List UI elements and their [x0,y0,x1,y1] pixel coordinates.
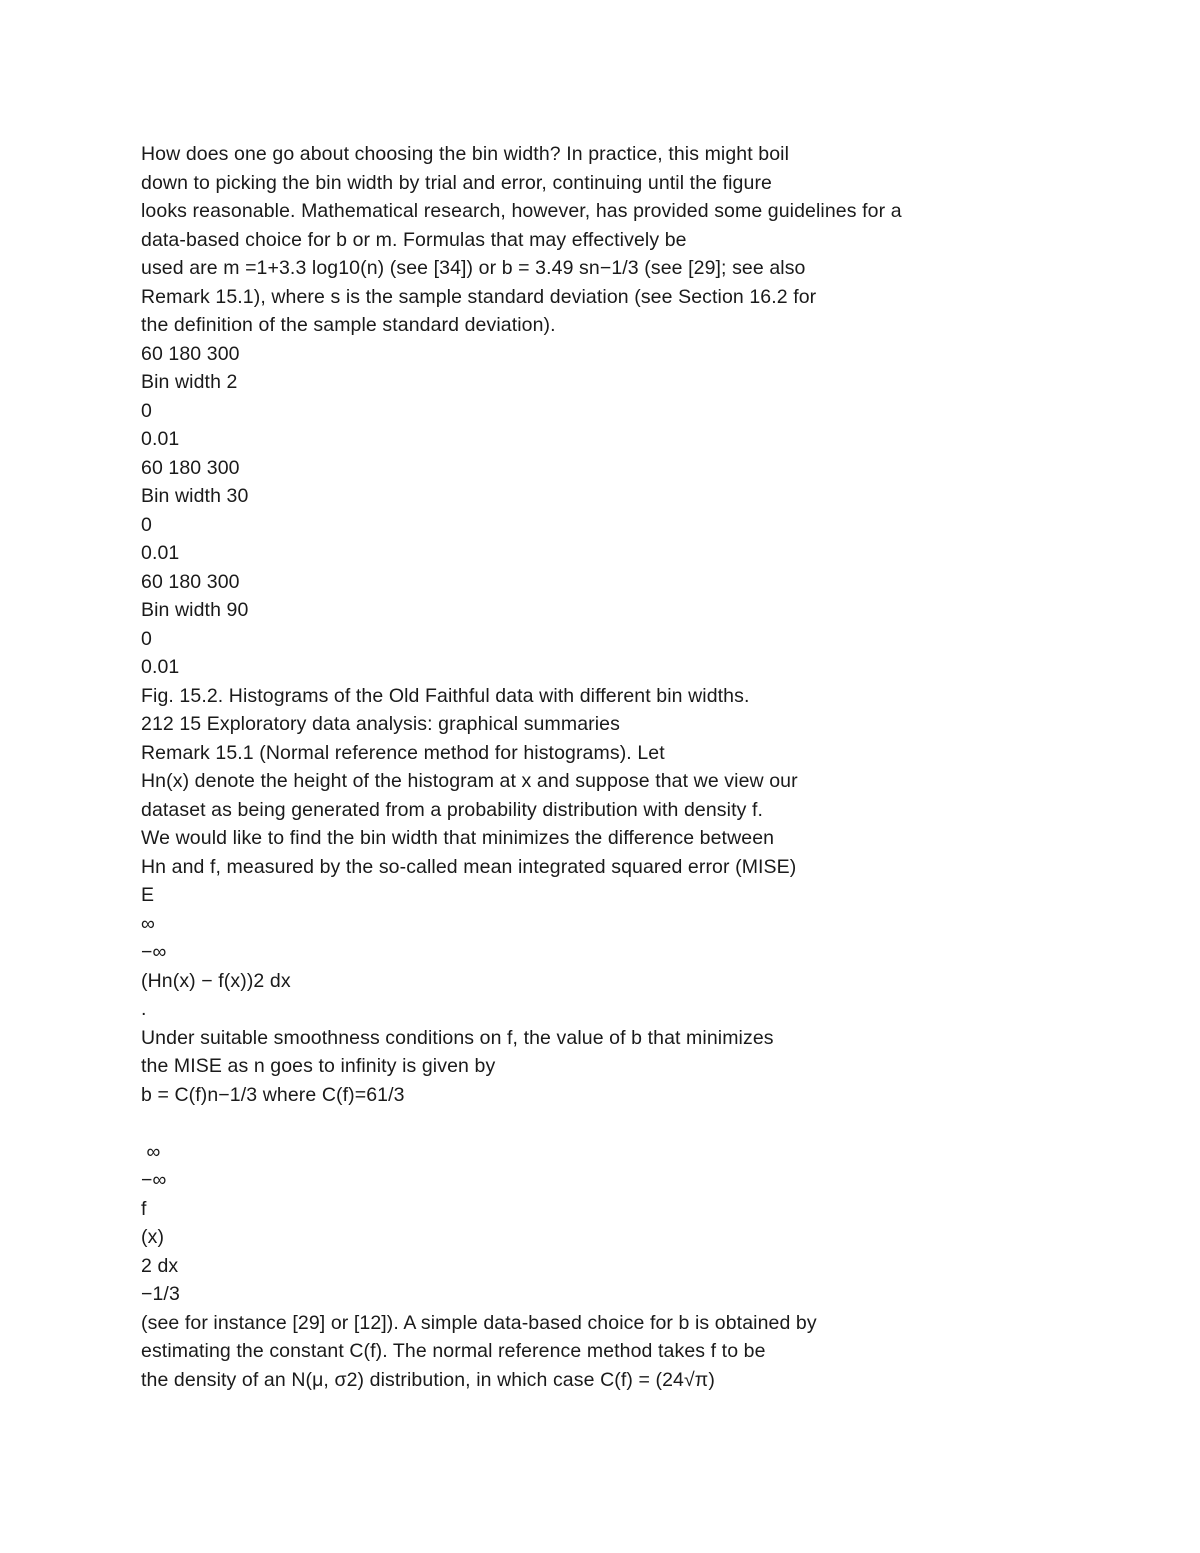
text-line: 212 15 Exploratory data analysis: graphical summaries [141,713,620,735]
text-line: Hn(x) denote the height of the histogram at x and suppose that we view our [141,770,798,792]
text-line: 0.01 [141,428,180,450]
body-text [141,140,1151,1394]
text-line: down to picking the bin width by trial and error, continuing until the figure [141,171,772,194]
text-line: (see for instance [29] or [12]). A simple data-based choice for b is obtained by [141,1311,817,1334]
text-line: Hn and f, measured by the so-called mean integrated squared error (MISE) [141,855,797,878]
text-line: 60 180 300 [141,456,240,479]
text-line: 0 [141,627,152,650]
text-line: Bin width 2 [141,371,238,393]
text-line: ∞ [141,912,156,935]
text-line: used are m =1+3.3 log10(n) (see [34]) or b = 3.49 sn−1/3 (see [29]; see also [141,257,806,279]
text-line: How does one go about choosing the bin width? In practice, this might boil [141,143,790,165]
text-line: (Hn(x) − f(x))2 dx [141,969,291,992]
text-line: 60 180 300 [141,570,240,593]
text-line: 0 [141,399,152,422]
text-line: 0.01 [141,542,180,564]
text-line: the definition of the sample standard deviation). [141,314,556,336]
text-line: b = C(f)n−1/3 where C(f)=61/3 [141,1083,405,1106]
text-line: Remark 15.1 (Normal reference method for histograms). Let [141,741,665,764]
text-line: . [141,998,147,1020]
text-line: dataset as being generated from a probability distribution with density f. [141,798,764,821]
text-line: 0.01 [141,656,180,678]
text-line [141,1109,1151,1138]
text-line: 2 dx [141,1254,179,1277]
text-line: ∞ [141,1140,161,1163]
text-line: Fig. 15.2. Histograms of the Old Faithful data with different bin widths. [141,684,750,707]
text-line: −1/3 [141,1283,180,1305]
text-line: 60 180 300 [141,342,240,365]
text-line: the MISE as n goes to infinity is given by [141,1055,496,1077]
text-line: f [141,1197,147,1220]
text-line: −∞ [141,941,167,963]
text-line: Bin width 90 [141,599,249,621]
text-line: data-based choice for b or m. Formulas that may effectively be [141,228,687,251]
text-line: 0 [141,513,152,536]
text-line: −∞ [141,1169,167,1191]
text-line: Remark 15.1), where s is the sample standard deviation (see Section 16.2 for [141,285,817,308]
text-line: (x) [141,1226,165,1248]
text-line: We would like to find the bin width that minimizes the difference between [141,827,775,849]
text-line: the density of an N(μ, σ2) distribution, in which case C(f) = (24√π) [141,1368,715,1391]
text-line: Bin width 30 [141,485,249,507]
text-line: estimating the constant C(f). The normal reference method takes f to be [141,1340,766,1362]
text-line: looks reasonable. Mathematical research, however, has provided some guidelines for a [141,200,902,222]
text-line: E [141,884,155,906]
text-line: Under suitable smoothness conditions on f, the value of b that minimizes [141,1026,774,1049]
